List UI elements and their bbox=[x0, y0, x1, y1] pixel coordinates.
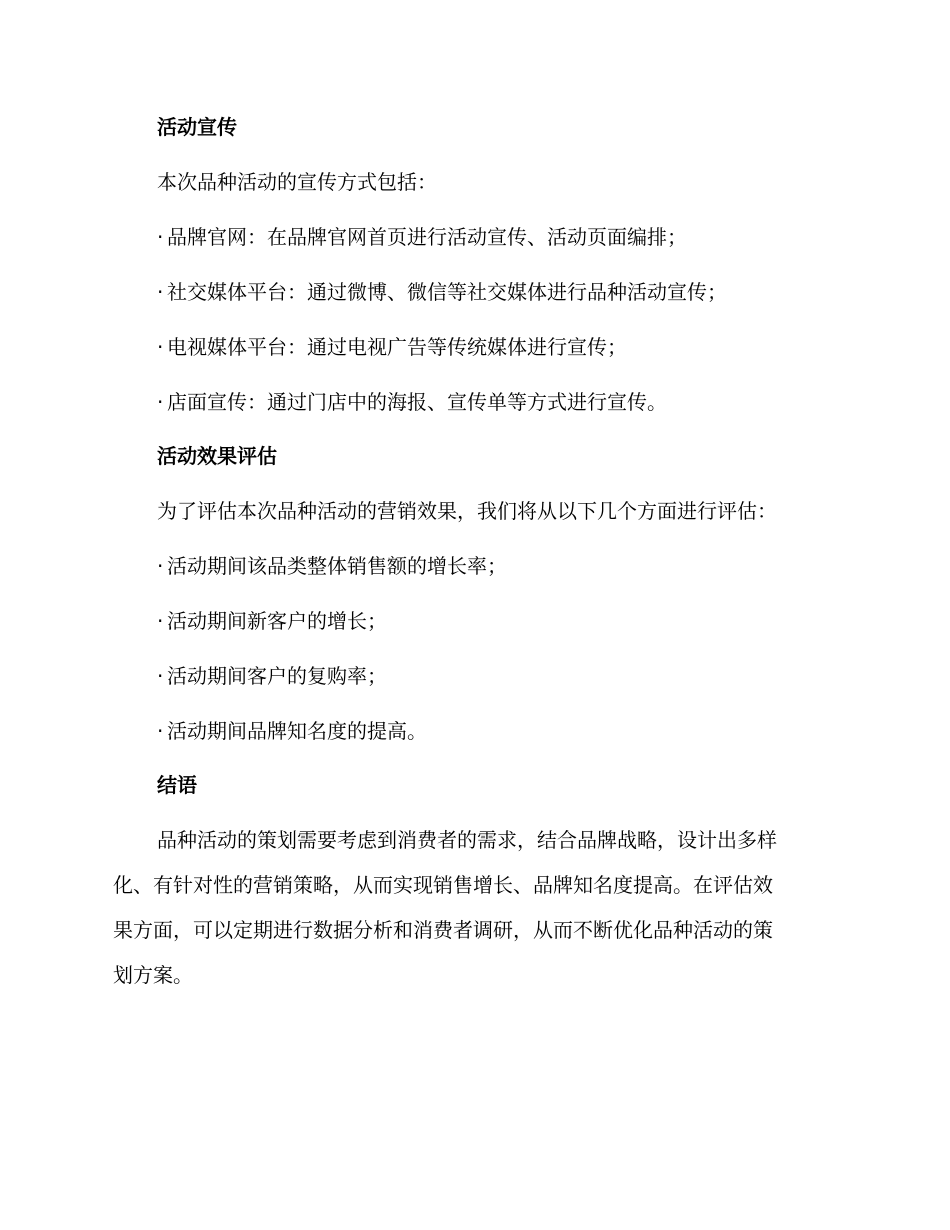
bullet-text: 活动期间该品类整体销售额的增长率； bbox=[167, 554, 507, 578]
bullet-item bbox=[157, 388, 667, 416]
bullet-dot: · bbox=[157, 664, 164, 688]
bullet-dot: · bbox=[157, 225, 164, 249]
conclusion-line: 划方案。 bbox=[113, 963, 193, 987]
bullet-item bbox=[157, 662, 387, 690]
bullet-item bbox=[157, 552, 507, 580]
section-heading-evaluation: 活动效果评估 bbox=[157, 444, 277, 468]
conclusion-line: 品种活动的策划需要考虑到消费者的需求，结合品牌战略，设计出多样 bbox=[157, 828, 777, 852]
bullet-dot: · bbox=[157, 335, 164, 359]
section-intro-promotion: 本次品种活动的宣传方式包括： bbox=[157, 170, 437, 194]
bullet-item bbox=[157, 223, 687, 251]
section-intro-evaluation: 为了评估本次品种活动的营销效果，我们将从以下几个方面进行评估： bbox=[157, 499, 777, 523]
bullet-item bbox=[157, 607, 387, 635]
bullet-dot: · bbox=[157, 719, 164, 743]
section-heading-promotion: 活动宣传 bbox=[157, 115, 237, 139]
bullet-dot: · bbox=[157, 554, 164, 578]
bullet-item bbox=[157, 278, 727, 306]
section-heading-conclusion: 结语 bbox=[157, 773, 197, 797]
bullet-text: 社交媒体平台：通过微博、微信等社交媒体进行品种活动宣传； bbox=[167, 280, 727, 304]
bullet-dot: · bbox=[157, 609, 164, 633]
conclusion-line: 果方面，可以定期进行数据分析和消费者调研，从而不断优化品种活动的策 bbox=[113, 918, 773, 942]
bullet-dot: · bbox=[157, 390, 164, 414]
bullet-text: 电视媒体平台：通过电视广告等传统媒体进行宣传； bbox=[167, 335, 627, 359]
bullet-text: 活动期间客户的复购率； bbox=[167, 664, 387, 688]
bullet-item bbox=[157, 717, 427, 745]
conclusion-line: 化、有针对性的营销策略，从而实现销售增长、品牌知名度提高。在评估效 bbox=[113, 873, 773, 897]
bullet-text: 品牌官网：在品牌官网首页进行活动宣传、活动页面编排； bbox=[167, 225, 687, 249]
bullet-text: 活动期间新客户的增长； bbox=[167, 609, 387, 633]
bullet-dot: · bbox=[157, 280, 164, 304]
bullet-text: 店面宣传：通过门店中的海报、宣传单等方式进行宣传。 bbox=[167, 390, 667, 414]
bullet-text: 活动期间品牌知名度的提高。 bbox=[167, 719, 427, 743]
bullet-item bbox=[157, 333, 627, 361]
